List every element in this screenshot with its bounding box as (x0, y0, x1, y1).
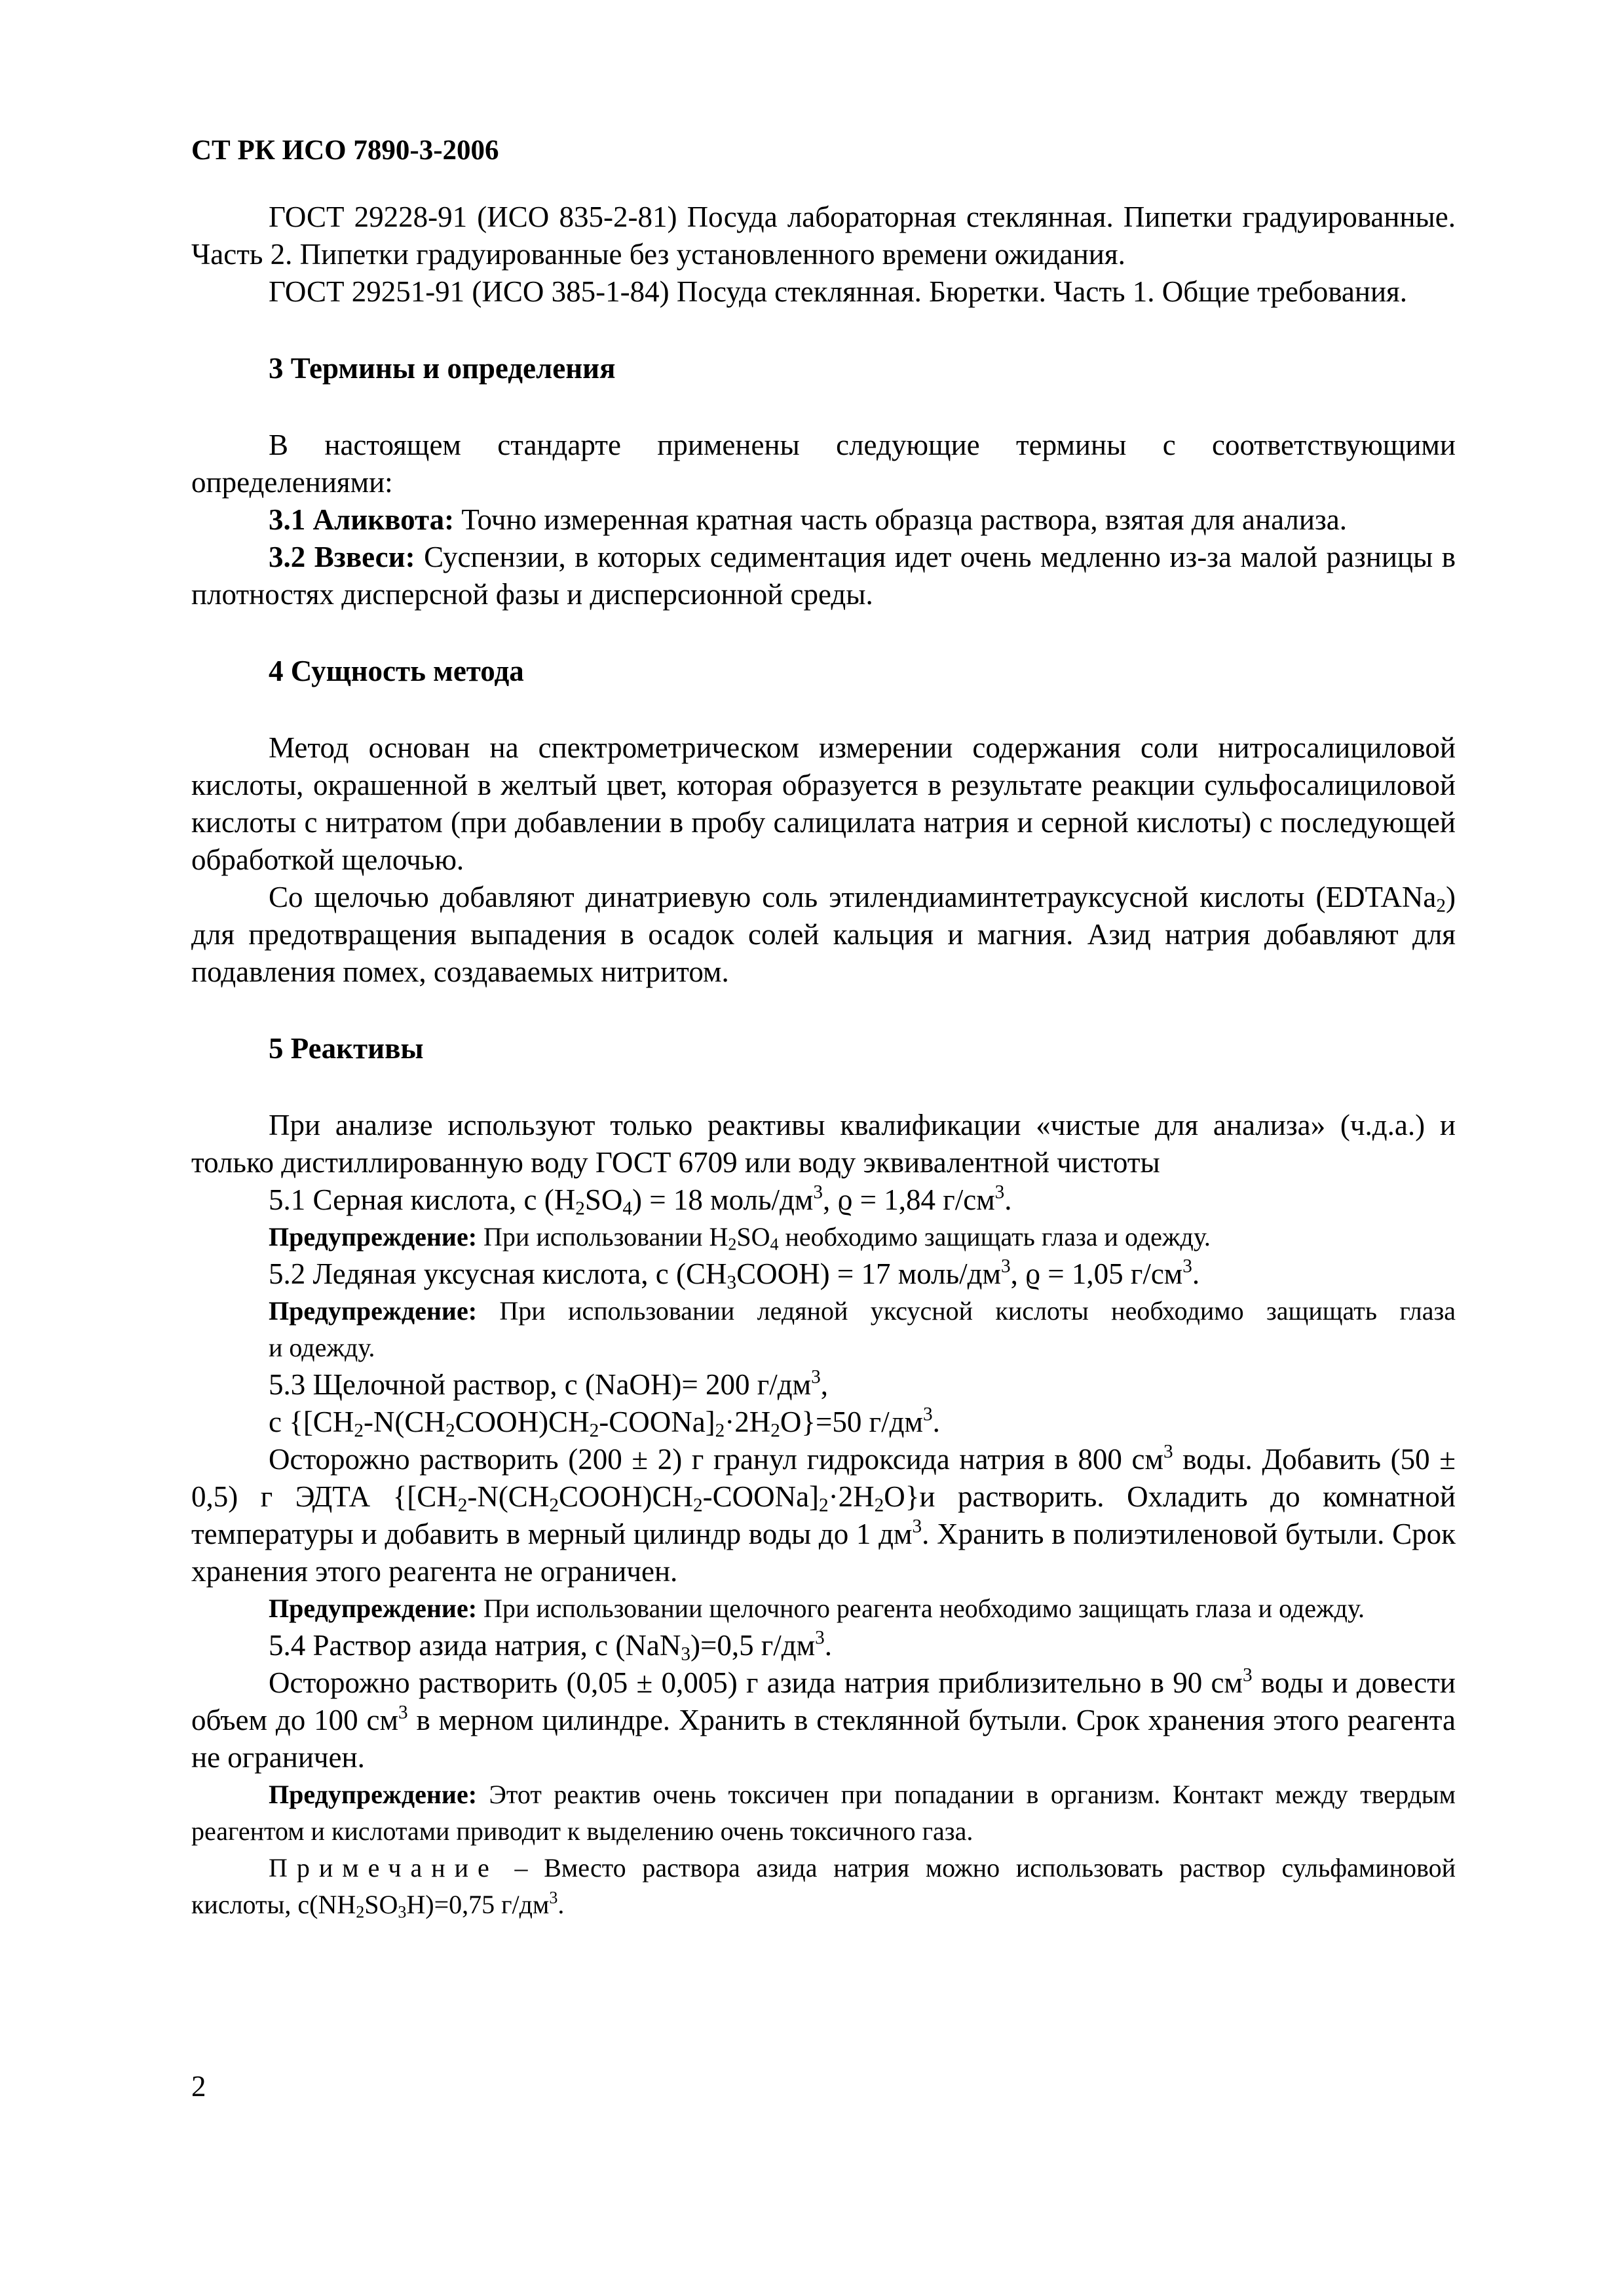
warning-label: Предупреждение: (269, 1222, 478, 1252)
item-5-3: 5.3 Щелочной раствор, с (NaOH)= 200 $г/дм^3$, (269, 1366, 829, 1401)
section-3-intro: В настоящем стандарте применены следующие термины с соответствующими определениями: (191, 429, 1456, 499)
item-5-1: 5.1 Серная кислота, с $(H_2SO_4) = 18$ моль/$дм^3$, ϱ = 1,84 $г/см^3$. (269, 1181, 1012, 1219)
page-number: 2 (191, 2070, 206, 2103)
document-header-code: СТ РК ИСО 7890-3-2006 (191, 135, 499, 166)
warning-5-1: Предупреждение: При использовании $H_2SO_4$ необходимо защищать глаза и одежду. (269, 1222, 1211, 1254)
item-5-2: 5.2 Ледяная уксусная кислота, с $(CH_3COOH) = 17$ моль/$дм^3$, ϱ = 1,05 $г/см^3$. (269, 1255, 1200, 1293)
warning-label: Предупреждение: (269, 1780, 478, 1809)
section-4-heading: 4 Сущность метода (269, 655, 524, 687)
warning-label: Предупреждение: (269, 1594, 478, 1623)
section-4-paragraph-1: Метод основан на спектрометрическом измерении содержания соли нитросалициловой кислоты, окрашенной в желтый цвет, которая образуется в результате реакции сульфосалициловой кислоты с нитратом (при добавлении в пробу салицилата натрия и серной кислоты) с последующей обработкой щелочью. (191, 731, 1456, 876)
warning-5-2: Предупреждение: При использовании ледяной уксусной кислоты необходимо защищать глаза (269, 1296, 1456, 1326)
note-5-4: Примечание – Вместо раствора азида натрия можно использовать раствор сульфаминовой кислоты, $с(NH_2SO_3H)=0,75$ $г/дм^3$. (191, 1853, 1456, 1922)
section-5-heading: 5 Реактивы (269, 1032, 424, 1065)
section-4-paragraph-2: Со щелочью добавляют динатриевую соль этилендиаминтетрауксусной кислоты (EDTANa$_2$) для предотвращения выпадения в осадок солей кальция и магния. Азид натрия добавляют для подавления помех, создаваемых нитритом. (191, 881, 1456, 988)
warning-5-3: Предупреждение: При использовании щелочного реагента необходимо защищать глаза и одежду. (269, 1594, 1365, 1623)
reference-gost-29228: ГОСТ 29228-91 (ИСО 835-2-81) Посуда лабораторная стеклянная. Пипетки градуированные. Часть 2. Пипетки градуированные без установленного времени ожидания. (191, 201, 1456, 271)
term-3-1 (191, 501, 1456, 539)
item-5-4: 5.4 Раствор азида натрия, с (NaN$_3$)=0,5 $г/дм^3$. (269, 1627, 833, 1665)
note-label: Примечание (269, 1853, 499, 1883)
term-3-2 (191, 539, 1456, 613)
item-5-3-formula: с $\{[CH_2-N(CH_2COOH)CH_2-COONa]_2\cdot 2H_2O\}=50$ $г/дм^3$. (269, 1404, 940, 1442)
document-page (191, 0, 1456, 2296)
term-3-1-definition: Точно измеренная кратная часть образца раствора, взятая для анализа. (454, 503, 1347, 536)
section-3-heading: 3 Термины и определения (269, 352, 616, 385)
term-3-2-label: 3.2 Взвеси: (269, 541, 415, 573)
section-5-intro: При анализе используют только реактивы квалификации «чистые для анализа» (ч.д.а.) и только дистиллированную воду ГОСТ 6709 или воду эквивалентной чистоты (191, 1109, 1456, 1179)
warning-5-2-continued: и одежду. (269, 1333, 375, 1362)
term-3-1-label: 3.1 Аликвота: (269, 503, 455, 536)
item-5-4-procedure: Осторожно растворить (0,05 ± 0,005) г азида натрия приблизительно в 90 $см^3$ воды и довести объем до 100 $см^3$ в мерном цилиндре. Хранить в стеклянной бутыли. Срок хранения этого реагента не ограничен. (191, 1664, 1456, 1774)
warning-5-4: Предупреждение: Этот реактив очень токсичен при попадании в организм. Контакт между твердым реагентом и кислотами приводит к выделению очень токсичного газа. (191, 1780, 1456, 1846)
item-5-3-procedure: Осторожно растворить (200 ± 2) г гранул гидроксида натрия в 800 $см^3$ воды. Добавить (50 ± 0,5) г ЭДТА $\{[CH_2-N(CH_2COOH)CH_2-COONa]_2\cdot 2H_2O\}и$ растворить. Охладить до комнатной температуры и добавить в мерный цилиндр воды до 1 $дм^3$. Хранить в полиэтиленовой бутыли. Срок хранения этого реагента не ограничен. (191, 1441, 1456, 1588)
term-3-2-definition: Суспензии, в которых седиментация идет очень медленно из-за малой разницы в плотностях дисперсной фазы и дисперсионной среды. (191, 541, 1456, 611)
warning-label: Предупреждение: (269, 1296, 478, 1326)
reference-gost-29251: ГОСТ 29251-91 (ИСО 385-1-84) Посуда стеклянная. Бюретки. Часть 1. Общие требования. (269, 275, 1407, 308)
document-body (191, 199, 1456, 1923)
